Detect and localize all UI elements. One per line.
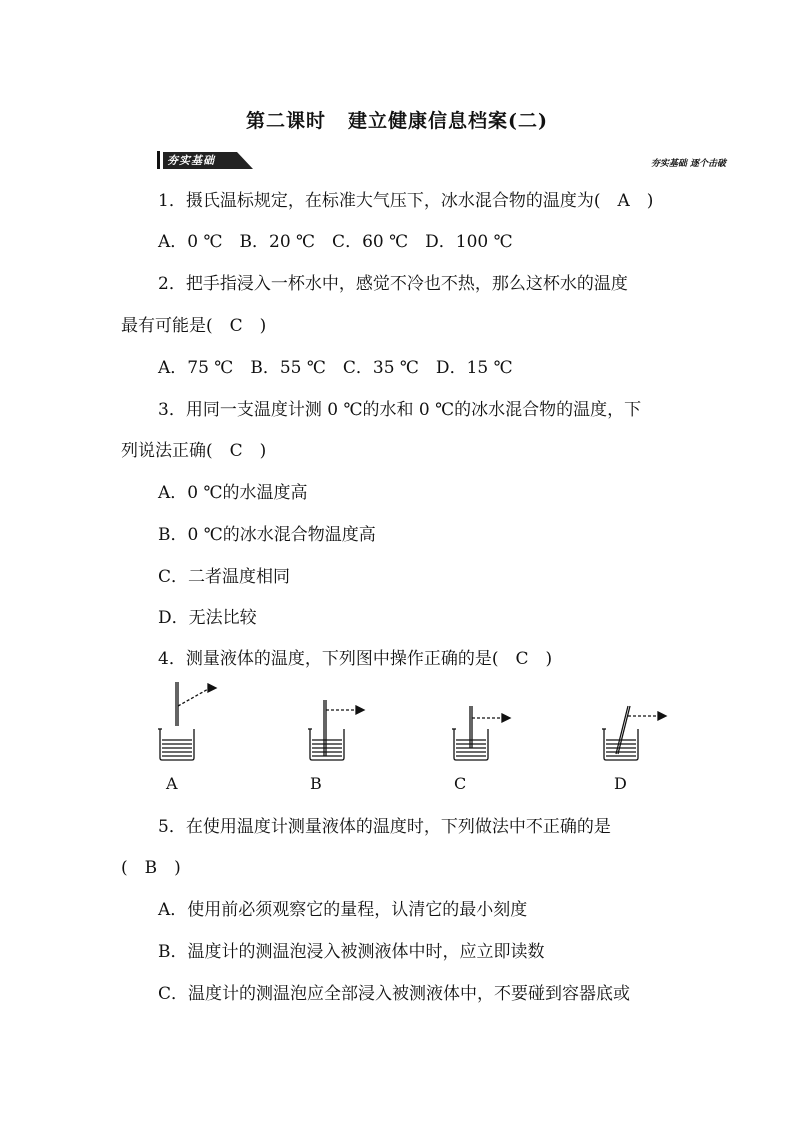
q1-stem: 1．摄氏温标规定，在标准大气压下，冰水混合物的温度为( A )	[158, 191, 654, 211]
figure-c-label: C	[454, 774, 467, 793]
figure-b-label: B	[310, 774, 322, 793]
q5-option-c: C．温度计的测温泡应全部浸入被测液体中，不要碰到容器底或	[158, 984, 631, 1004]
page-title	[0, 106, 794, 133]
figure-d-label: D	[614, 774, 627, 793]
q4-stem: 4．测量液体的温度，下列图中操作正确的是( C )	[158, 649, 553, 669]
q3-stem-line2: 列说法正确( C )	[121, 441, 267, 461]
q5-stem-line2: ( B )	[121, 858, 181, 878]
q3-option-b: B．0 ℃的冰水混合物温度高	[158, 525, 376, 545]
section-tagline: 夯实基础 逐个击破	[650, 159, 726, 169]
figure-a-thermometer-diagram	[150, 676, 230, 768]
q3-option-d: D．无法比较	[158, 608, 257, 628]
q5-option-b: B．温度计的测温泡浸入被测液体中时，应立即读数	[158, 942, 545, 962]
q1-options: A．0 ℃ B．20 ℃ C．60 ℃ D．100 ℃	[158, 232, 513, 252]
q2-stem-line2: 最有可能是( C )	[121, 316, 267, 336]
q5-option-a: A．使用前必须观察它的量程，认清它的最小刻度	[158, 900, 528, 920]
section-tag-label: 夯实基础	[167, 154, 215, 167]
q5-stem-line1: 5．在使用温度计测量液体的温度时，下列做法中不正确的是	[158, 817, 611, 837]
figure-d-thermometer-diagram	[594, 696, 674, 768]
figure-a-label: A	[166, 774, 178, 793]
figure-c-thermometer-diagram	[444, 696, 524, 768]
section-tag-banner	[157, 149, 255, 171]
q3-option-c: C．二者温度相同	[158, 567, 291, 587]
title-lesson: 第二课时	[246, 110, 327, 132]
title-topic: 建立健康信息档案(二)	[348, 110, 548, 132]
q2-stem-line1: 2．把手指浸入一杯水中，感觉不冷也不热，那么这杯水的温度	[158, 274, 628, 294]
q3-stem-line1: 3．用同一支温度计测 0 ℃的水和 0 ℃的冰水混合物的温度，下	[158, 400, 642, 420]
q3-option-a: A．0 ℃的水温度高	[158, 483, 308, 503]
q2-options: A．75 ℃ B．55 ℃ C．35 ℃ D．15 ℃	[158, 358, 513, 378]
figure-b-thermometer-diagram	[300, 696, 380, 768]
